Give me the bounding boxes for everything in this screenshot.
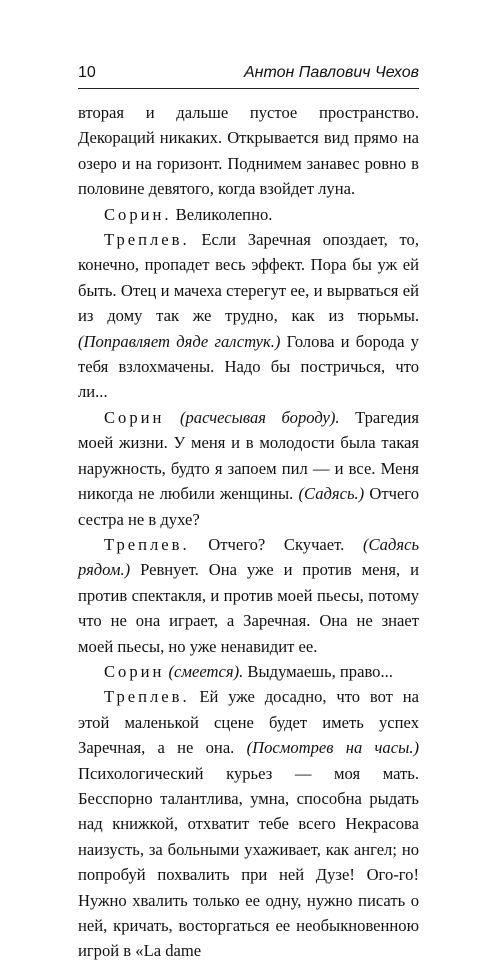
paragraph-treplev-3 [78,684,419,963]
paragraph-sorin-1 [78,202,419,227]
paragraph-text: Отчего? Скучает. [189,534,363,554]
paragraph-text: Отчего сестра не в духе? [78,484,419,529]
page-number: 10 [78,64,96,81]
paragraph-sorin-3 [78,659,419,684]
paragraph-text: Ревнует. Она уже и против меня, и против спектакля, и против моей пьесы, потому что не она играет, а Заречная. Она не знает моей пьесы, но уже ненавидит ее. [78,560,419,656]
paragraph-treplev-2 [78,532,419,659]
paragraph-treplev-1 [78,227,419,405]
paragraph-text: Психологический курьез — моя мать. Бесспорно талантлива, умна, способна рыдать над книжкой, отхватит тебе всего Некрасова наизусть, за больными ухаживает, как ангел; но попробуй похвалить при ней Дузе! Ого-го! Нужно хвалить только ее одну, нужно писать о ней, кричать, восторгаться ее необыкновенною игрой в «La dame [78,763,419,961]
speaker-name: Треплев. [104,534,190,554]
speaker-name: Сорин [104,407,165,427]
speaker-name: Треплев. [104,230,190,250]
paragraph-text: Если Заречная опоздает, то, конечно, пропадет весь эффект. Пора бы уж ей быть. Отец и мачеха стерегут ее, и вырваться ей из дому так же трудно, как из тюрьмы. [78,230,419,326]
speaker-name: Сорин [104,661,165,681]
page-body [78,100,419,964]
running-head-author: Антон Павлович Чехов [243,64,419,81]
paragraph-text: Ей уже досадно, что вот на этой маленькой сцене будет иметь успех Заречная, а не она. [78,687,419,758]
paragraph-text: Трагедия моей жизни. У меня и в молодости была такая наружность, будто я запоем пил — и все. Меня никогда не любили женщины. [78,407,419,504]
page-header [78,64,419,89]
stage-direction: (смеется). [164,661,244,681]
stage-direction: (Садясь рядом.) [78,534,419,580]
stage-direction: (Поправляет дяде галстук.) [78,331,281,351]
paragraph-stage-direction [78,100,419,202]
stage-direction: (Посмотрев на часы.) [246,738,419,758]
speaker-name: Сорин. [104,204,172,224]
paragraph-text: Выдумаешь, право... [243,661,393,681]
paragraph-sorin-2 [78,405,419,532]
stage-direction: (расчесывая бороду). [164,407,340,427]
stage-direction: (Садясь.) [298,484,365,504]
paragraph-text: Великолепно. [171,204,273,224]
paragraph-text: Голова и борода у тебя взлохмачены. Надо бы постричься, что ли... [78,331,419,402]
speaker-name: Треплев. [104,687,190,707]
paragraph-text: вторая и дальше пустое пространство. Декораций никаких. Открывается вид прямо на озеро и на горизонт. Поднимем занавес ровно в половине девятого, когда взойдет луна. [78,103,419,199]
